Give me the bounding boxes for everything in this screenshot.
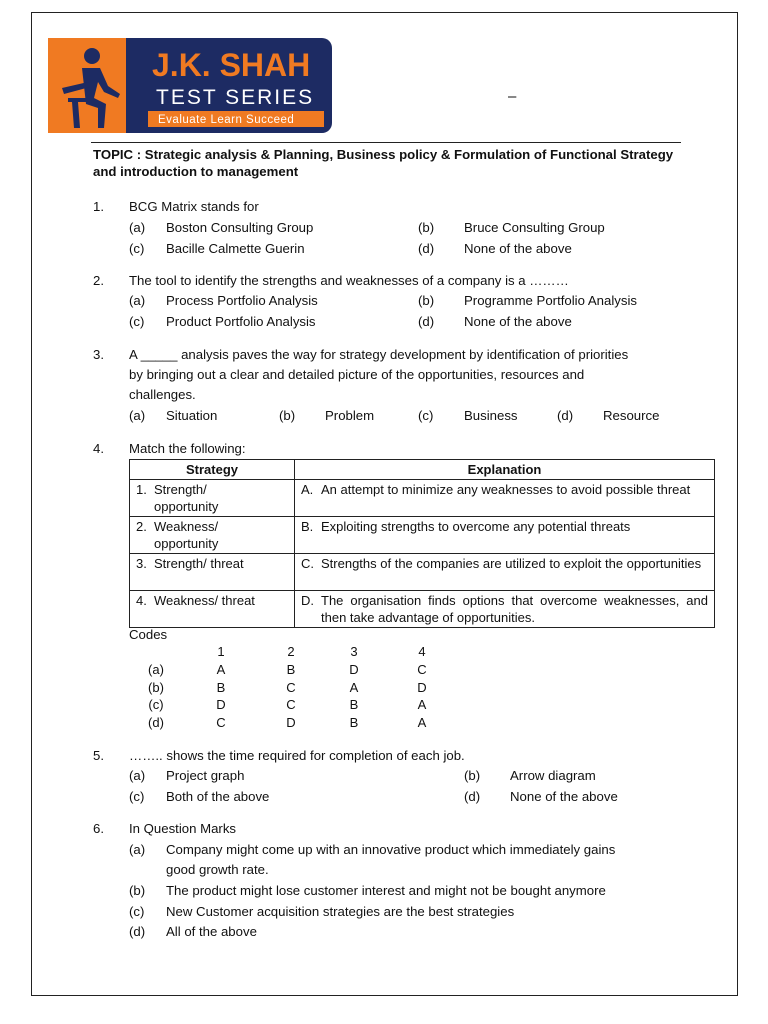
- explanation-cell: Exploiting strengths to overcome any potential threats: [321, 519, 631, 534]
- row-number: 4.: [136, 593, 147, 608]
- q6-a-label: (a): [129, 842, 146, 857]
- q6-number: 6.: [93, 821, 104, 836]
- topic-line-2: and introduction to management: [93, 164, 299, 179]
- code-option: (b): [148, 679, 164, 695]
- code-option: (d): [148, 714, 164, 730]
- match-table: [129, 459, 715, 628]
- q6-d-text: All of the above: [166, 924, 257, 939]
- row-letter: C.: [301, 556, 314, 571]
- q6-c-label: (c): [129, 904, 145, 919]
- q6-b-text: The product might lose customer interest and might not be bought anymore: [166, 883, 606, 898]
- q3-c-label: (c): [418, 408, 434, 423]
- code-header: 1: [217, 644, 225, 659]
- code-value: B: [349, 714, 359, 730]
- q1-c-text: Bacille Calmette Guerin: [166, 241, 305, 256]
- code-option: (a): [148, 662, 164, 677]
- table-row: [130, 591, 715, 628]
- code-header: 3: [350, 644, 358, 659]
- code-value: A: [417, 697, 427, 712]
- logo-tagline: Evaluate Learn Succeed: [158, 114, 295, 126]
- code-value: B: [349, 697, 359, 712]
- q1-text: BCG Matrix stands for: [129, 199, 259, 214]
- code-value: D: [286, 714, 296, 730]
- code-header: 4: [418, 644, 426, 659]
- q1-a-label: (a): [129, 220, 146, 235]
- q6-text: In Question Marks: [129, 821, 237, 836]
- code-value: B: [216, 679, 226, 695]
- explanation-cell: The organisation finds options that overcome weaknesses, and then take advantage of opportunities.: [321, 593, 708, 625]
- q6-c-text: New Customer acquisition strategies are the best strategies: [166, 904, 515, 919]
- q1-b-text: Bruce Consulting Group: [464, 220, 605, 235]
- code-value: D: [417, 679, 427, 695]
- strategy-cell: Weakness/ threat: [154, 593, 255, 608]
- explanation-cell: Strengths of the companies are utilized to exploit the opportunities: [321, 556, 702, 571]
- q3-d-text: Resource: [603, 408, 660, 423]
- code-value: C: [286, 679, 296, 695]
- explanation-cell: An attempt to minimize any weaknesses to avoid possible threat: [321, 482, 691, 497]
- q2-number: 2.: [93, 273, 104, 288]
- q2-c-label: (c): [129, 314, 145, 329]
- q6-a-line-2: good growth rate.: [166, 862, 269, 877]
- q2-b-label: (b): [418, 293, 435, 308]
- code-value: D: [216, 697, 226, 712]
- strategy-cell: Strength/ opportunity: [154, 482, 219, 514]
- q5-d-text: None of the above: [510, 789, 618, 804]
- q5-a-label: (a): [129, 768, 146, 783]
- code-value: A: [349, 679, 359, 695]
- q3-line-2: by bringing out a clear and detailed picture of the opportunities, resources and: [129, 367, 585, 382]
- q5-d-label: (d): [464, 789, 481, 804]
- q5-b-label: (b): [464, 768, 481, 783]
- code-option: (c): [148, 697, 164, 712]
- header-rule: [91, 142, 681, 143]
- q6-a-line-1: Company might come up with an innovative product which immediately gains: [166, 842, 616, 857]
- col-strategy: Strategy: [130, 460, 295, 480]
- jk-shah-logo: [48, 38, 332, 133]
- q1-c-label: (c): [129, 241, 145, 256]
- q4-number: 4.: [93, 441, 104, 456]
- row-letter: D.: [301, 593, 314, 608]
- q3-a-text: Situation: [166, 408, 218, 423]
- q6-b-label: (b): [129, 883, 146, 898]
- q2-d-text: None of the above: [464, 314, 572, 329]
- q1-b-label: (b): [418, 220, 435, 235]
- codes-label: Codes: [129, 627, 168, 642]
- code-value: D: [349, 662, 359, 677]
- q6-d-label: (d): [129, 924, 146, 939]
- q3-a-label: (a): [129, 408, 146, 423]
- code-value: B: [286, 662, 296, 677]
- strategy-cell: Weakness/ opportunity: [154, 519, 219, 551]
- q5-text: …….. shows the time required for completion of each job.: [129, 748, 465, 763]
- logo-name: J.K. SHAH: [152, 47, 311, 83]
- strategy-cell: Strength/ threat: [154, 556, 244, 571]
- code-value: C: [417, 662, 427, 677]
- q3-b-label: (b): [279, 408, 296, 423]
- q1-a-text: Boston Consulting Group: [166, 220, 314, 235]
- code-value: C: [216, 714, 226, 730]
- q2-a-text: Process Portfolio Analysis: [166, 293, 318, 308]
- q3-number: 3.: [93, 347, 104, 362]
- row-letter: B.: [301, 519, 314, 534]
- logo-sub: TEST SERIES: [156, 86, 315, 109]
- q5-c-label: (c): [129, 789, 145, 804]
- q1-d-label: (d): [418, 241, 435, 256]
- q2-d-label: (d): [418, 314, 435, 329]
- header-dash: –: [508, 88, 517, 105]
- q3-line-1: A _____ analysis paves the way for strategy development by identification of priorities: [129, 347, 629, 362]
- table-row: [130, 517, 715, 554]
- q5-c-text: Both of the above: [166, 789, 270, 804]
- q2-c-text: Product Portfolio Analysis: [166, 314, 316, 329]
- row-letter: A.: [301, 482, 314, 497]
- row-number: 2.: [136, 519, 147, 534]
- q1-number: 1.: [93, 199, 104, 214]
- q4-text: Match the following:: [129, 441, 246, 456]
- code-value: C: [286, 697, 296, 712]
- match-table-header: [130, 460, 715, 480]
- q2-b-text: Programme Portfolio Analysis: [464, 293, 637, 308]
- col-explanation: Explanation: [295, 460, 715, 480]
- code-value: A: [417, 714, 427, 730]
- q3-c-text: Business: [464, 408, 518, 423]
- row-number: 3.: [136, 556, 147, 571]
- q5-b-text: Arrow diagram: [510, 768, 596, 783]
- q3-d-label: (d): [557, 408, 574, 423]
- q3-line-3: challenges.: [129, 387, 196, 402]
- table-row: [130, 554, 715, 591]
- table-row: [130, 480, 715, 517]
- q3-b-text: Problem: [325, 408, 375, 423]
- q1-d-text: None of the above: [464, 241, 572, 256]
- q5-number: 5.: [93, 748, 104, 763]
- code-value: A: [216, 662, 226, 677]
- q5-a-text: Project graph: [166, 768, 245, 783]
- code-header: 2: [287, 644, 295, 659]
- q2-a-label: (a): [129, 293, 146, 308]
- topic-line-1: TOPIC : Strategic analysis & Planning, Business policy & Formulation of Functional Strategy: [93, 147, 674, 162]
- row-number: 1.: [136, 482, 147, 497]
- q2-text: The tool to identify the strengths and weaknesses of a company is a ………: [129, 273, 569, 288]
